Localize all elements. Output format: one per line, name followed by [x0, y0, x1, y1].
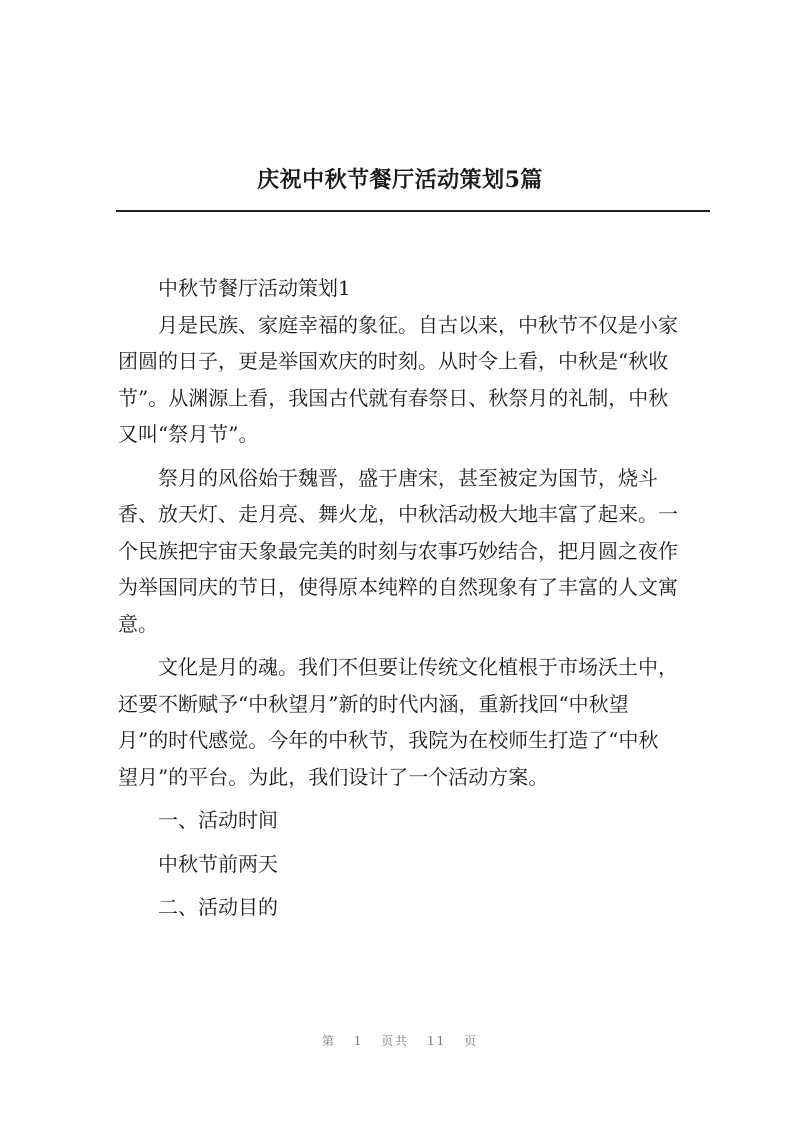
paragraph-line: 节”。从渊源上看，我国古代就有春祭日、秋祭月的礼制，中秋 [118, 385, 669, 410]
paragraph-spacer [118, 453, 718, 460]
paragraph-line: 团圆的日子，更是举国欢庆的时刻。从时令上看，中秋是“秋收 [118, 349, 669, 373]
section-heading: 中秋节餐厅活动策划1 [158, 276, 351, 300]
document-body [118, 270, 718, 926]
footer-suffix: 页 [464, 1034, 479, 1048]
document-title: 庆祝中秋节餐厅活动策划5篇 [257, 167, 543, 193]
paragraph-spacer [118, 795, 718, 802]
paragraph-line: 月是民族、家庭幸福的象征。自古以来，中秋节不仅是小家 [158, 312, 678, 337]
paragraph-2 [118, 460, 718, 643]
paragraph-spacer [118, 839, 718, 846]
paragraph-line: 祭月的风俗始于魏晋，盛于唐宋，甚至被定为国节，烧斗 [158, 465, 658, 490]
page-footer [0, 1032, 800, 1049]
footer-mid: 页共 [381, 1034, 410, 1048]
paragraph-spacer [118, 882, 718, 889]
paragraph-line: 为举国同庆的节日，使得原本纯粹的自然现象有了丰富的人文寓 [118, 575, 678, 599]
paragraph-line: 还要不断赋予“中秋望月”新的时代内涵，重新找回“中秋望 [118, 691, 629, 716]
paragraph-line: 月”的时代感觉。今年的中秋节，我院为在校师生打造了“中秋 [118, 728, 659, 752]
paragraph-line: 望月”的平台。为此，我们设计了一个活动方案。 [118, 764, 549, 789]
paragraph-line: 香、放天灯、走月亮、舞火龙，中秋活动极大地丰富了起来。一 [118, 502, 678, 526]
paragraph-line: 个民族把宇宙天象最完美的时刻与农事巧妙结合，把月圆之夜作 [118, 538, 678, 563]
activity-time-text: 中秋节前两天 [158, 851, 278, 876]
footer-prefix: 第 [321, 1034, 336, 1048]
list-heading-activity-purpose: 二、活动目的 [158, 895, 278, 919]
title-underline [116, 210, 710, 212]
paragraph-3 [118, 649, 718, 795]
paragraph-1 [118, 307, 718, 453]
footer-current-page: 1 [353, 1034, 364, 1048]
footer-total-pages: 11 [427, 1034, 447, 1048]
list-heading-activity-time: 一、活动时间 [158, 808, 278, 832]
paragraph-line: 文化是月的魂。我们不但要让传统文化植根于市场沃土中， [158, 655, 678, 679]
paragraph-line: 又叫“祭月节”。 [118, 422, 259, 446]
paragraph-line: 意。 [118, 611, 158, 636]
paragraph-spacer [118, 642, 718, 649]
